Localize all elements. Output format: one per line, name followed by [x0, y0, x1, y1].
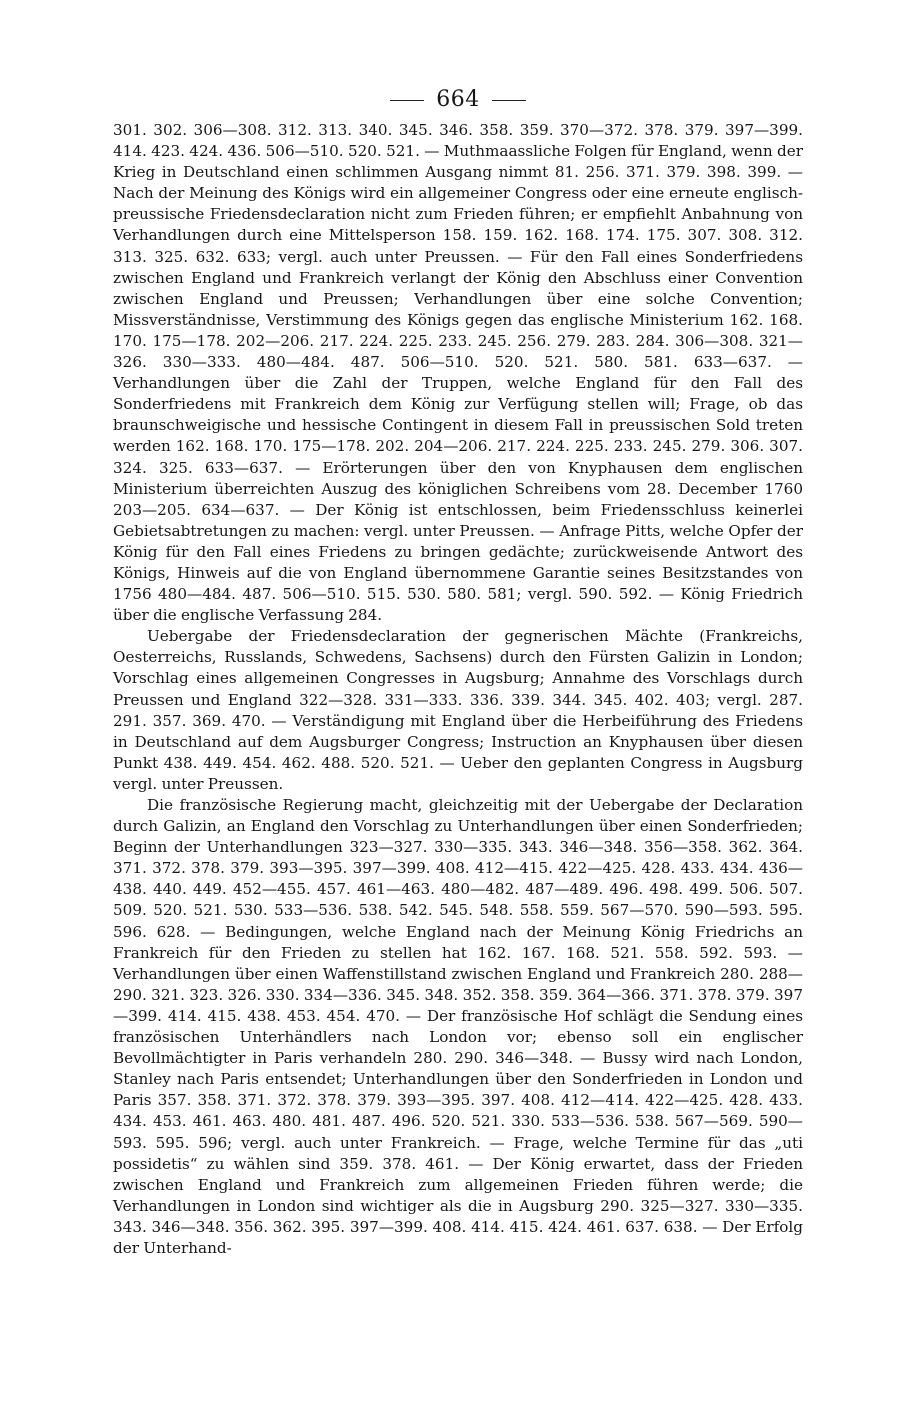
index-paragraph-2: Uebergabe der Friedensdeclaration der gegnerischen Mächte (Frankreichs, Oesterreichs, Russlands, Schwedens, Sachsens) durch den Fürsten Galizin in London; Vorschlag eines allgemeinen Congresses in Augsburg; Annahme des Vorschlags durch Preussen und England 322—328. 331—333. 336. 339. 344. 345. 402. 403; vergl. 287. 291. 357. 369. 470. — Verständigung mit England über die Herbeiführung des Friedens in Deutschland auf dem Augsburger Congress; Instruction an Knyphausen über diesen Punkt 438. 449. 454. 462. 488. 520. 521. — Ueber den geplanten Congress in Augsburg vergl. unter Preussen.	[113, 627, 803, 793]
index-paragraph-3: Die französische Regierung macht, gleichzeitig mit der Uebergabe der Declaration durch Galizin, an England den Vorschlag zu Unterhandlungen über einen Sonderfrieden; Beginn der Unterhandlungen 323—327. 330—335. 343. 346—348. 356—358. 362. 364. 371. 372. 378. 379. 393—395. 397—399. 408. 412—415. 422—425. 428. 433. 434. 436—438. 440. 449. 452—455. 457. 461—463. 480—482. 487—489. 496. 498. 499. 506. 507. 509. 520. 521. 530. 533—536. 538. 542. 545. 548. 558. 559. 567—570. 590—593. 595. 596. 628. — Bedingungen, welche England nach der Meinung König Friedrichs an Frankreich für den Frieden zu stellen hat 162. 167. 168. 521. 558. 592. 593. — Verhandlungen über einen Waffenstillstand zwischen England und Frankreich 280. 288—290. 321. 323. 326. 330. 334—336. 345. 348. 352. 358. 359. 364—366. 371. 378. 379. 397—399. 414. 415. 438. 453. 454. 470. — Der französische Hof schlägt die Sendung eines französischen Unterhändlers nach London vor; ebenso soll ein englischer Bevollmächtigter in Paris verhandeln 280. 290. 346—348. — Bussy wird nach London, Stanley nach Paris entsendet; Unterhandlungen über den Sonderfrieden in London und Paris 357. 358. 371. 372. 378. 379. 393—395. 397. 408. 412—414. 422—425. 428. 433. 434. 453. 461. 463. 480. 481. 487. 496. 520. 521. 330. 533—536. 538. 567—569. 590—593. 595. 596; vergl. auch unter Frankreich. — Frage, welche Termine für das „uti possidetis“ zu wählen sind 359. 378. 461. — Der König erwartet, dass der Frieden zwischen England und Frankreich zum allgemeinen Frieden führen werde; die Verhandlungen in London sind wichtiger als die in Augsburg 290. 325—327. 330—335. 343. 346—348. 356. 362. 395. 397—399. 408. 414. 415. 424. 461. 637. 638. — Der Erfolg der Unterhand-	[113, 796, 803, 1257]
page-number: 664	[436, 87, 480, 112]
page-header	[113, 80, 803, 120]
header-dash-left	[390, 100, 424, 101]
document-page	[113, 80, 803, 1259]
index-paragraph-1: 301. 302. 306—308. 312. 313. 340. 345. 346. 358. 359. 370—372. 378. 379. 397—399. 414. 423. 424. 436. 506—510. 520. 521. — Muthmaassliche Folgen für England, wenn der Krieg in Deutschland einen schlimmen Ausgang nimmt 81. 256. 371. 379. 398. 399. — Nach der Meinung des Königs wird ein allgemeiner Congress oder eine erneute englisch-preussische Friedensdeclaration nicht zum Frieden führen; er empfiehlt Anbahnung von Verhandlungen durch eine Mittelsperson 158. 159. 162. 168. 174. 175. 307. 308. 312. 313. 325. 632. 633; vergl. auch unter Preussen. — Für den Fall eines Sonderfriedens zwischen England und Frankreich verlangt der König den Abschluss einer Convention zwischen England und Preussen; Verhandlungen über eine solche Convention; Missverständnisse, Verstimmung des Königs gegen das englische Ministerium 162. 168. 170. 175—178. 202—206. 217. 224. 225. 233. 245. 256. 279. 283. 284. 306—308. 321—326. 330—333. 480—484. 487. 506—510. 520. 521. 580. 581. 633—637. — Verhandlungen über die Zahl der Truppen, welche England für den Fall des Sonderfriedens mit Frankreich dem König zur Verfügung stellen will; Frage, ob das braunschweigische und hessische Contingent in diesem Fall in preussischen Sold treten werden 162. 168. 170. 175—178. 202. 204—206. 217. 224. 225. 233. 245. 279. 306. 307. 324. 325. 633—637. — Erörterungen über den von Knyphausen dem englischen Ministerium überreichten Auszug des königlichen Schreibens vom 28. December 1760 203—205. 634—637. — Der König ist entschlossen, beim Friedensschluss keinerlei Gebietsabtretungen zu machen: vergl. unter Preussen. — Anfrage Pitts, welche Opfer der König für den Fall eines Friedens zu bringen gedächte; zurückweisende Antwort des Königs, Hinweis auf die von England übernommene Garantie seines Besitzstandes von 1756 480—484. 487. 506—510. 515. 530. 580. 581; vergl. 590. 592. — König Friedrich über die englische Verfassung 284.	[113, 121, 803, 625]
header-dash-right	[492, 100, 526, 101]
